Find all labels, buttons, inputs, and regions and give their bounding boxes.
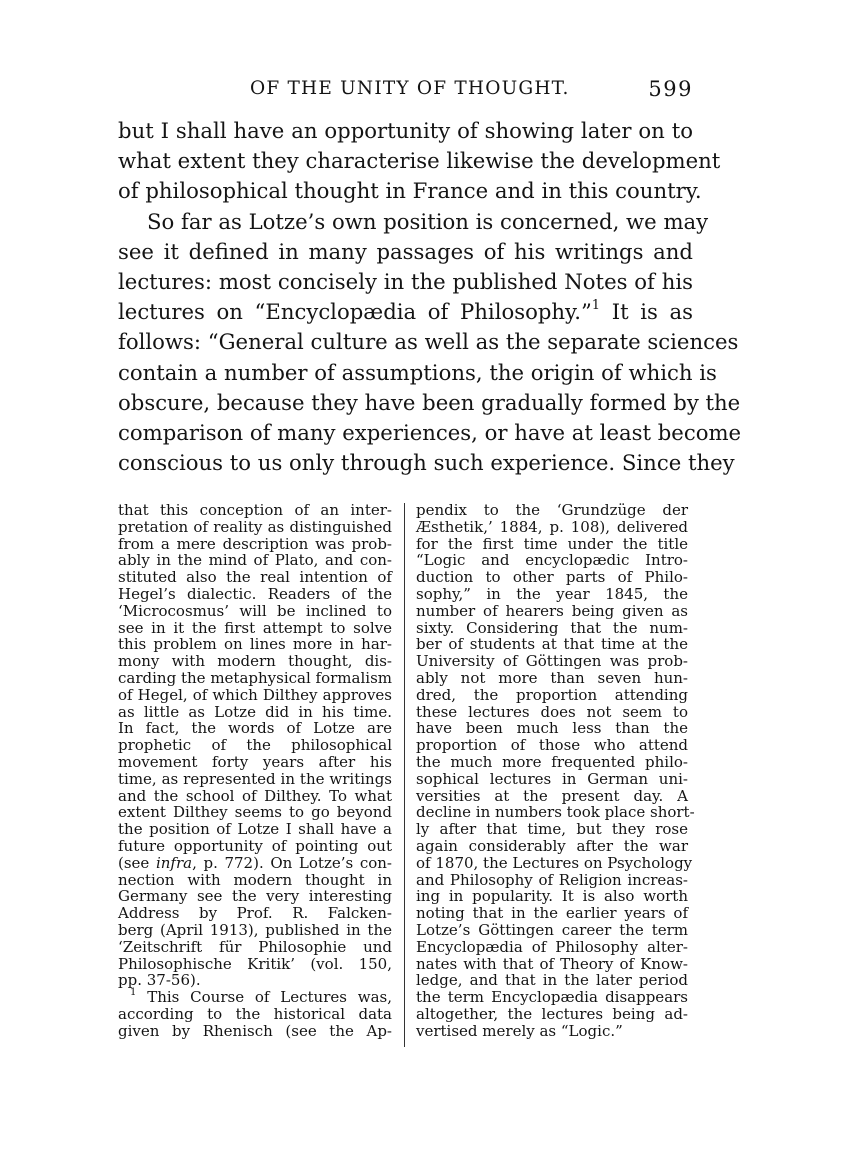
body-line: see it defined in many passages of his writings and [118, 238, 693, 264]
footnote-line: of 1870, the Lectures on Psychology [416, 853, 693, 872]
footnote-line: pp. 37-56). [118, 971, 201, 990]
body-line: obscure, because they have been gradually formed by the [118, 389, 741, 415]
footnote-line: Address by Prof. R. Falcken- [118, 904, 392, 923]
footnote-number: 1 [130, 987, 137, 999]
footnote-line: according to the historical data [118, 1004, 392, 1023]
footnote-line: pretation of reality as distinguished [118, 517, 392, 536]
footnote-line: again considerably after the war [416, 836, 688, 855]
footnote-line: see in it the first attempt to solve [118, 618, 392, 637]
footnote-line: as little as Lotze did in his time. [118, 702, 392, 721]
footnote-line: the much more frequented philo- [416, 752, 688, 771]
footnote-line: future opportunity of pointing out [118, 836, 392, 855]
footnote-line [118, 855, 392, 872]
footnote-line: ably not more than seven hun- [416, 668, 688, 687]
footnote-line: carding the metaphysical formalism [118, 668, 392, 687]
footnote-line: sixty. Considering that the num- [416, 618, 688, 637]
footnote-line: University of Göttingen was prob- [416, 652, 688, 671]
body-line-text: It is as [611, 299, 693, 325]
body-line-text: lectures on “Encyclopædia of Philosophy.” [118, 299, 592, 325]
footnote-line: movement forty years after his [118, 752, 392, 771]
footnote-line: Encyclopædia of Philosophy alter- [416, 937, 688, 956]
body-line: but I shall have an opportunity of showing later on to [118, 118, 693, 143]
footnote-line: from a mere description was prob- [118, 534, 392, 553]
footnote-line: and the school of Dilthey. To what [118, 786, 392, 805]
footnote-line: Hegel’s dialectic. Readers of the [118, 584, 392, 603]
footnote-line: the term Encyclopædia disappears [416, 988, 688, 1007]
footnote-line: Æsthetik,’ 1884, p. 108), delivered [416, 517, 688, 536]
footnote-line: ing in popularity. It is also worth [416, 887, 688, 906]
body-line: follows: “General culture as well as the separate sciences [118, 329, 739, 355]
body-line: conscious to us only through such experience. Since they [118, 450, 735, 476]
footnote-line: time, as represented in the writings [118, 769, 392, 788]
footnote-text: This Course of Lectures was, [147, 988, 392, 1007]
footnote-line: number of hearers being given as [416, 601, 688, 620]
footnote-line: of Hegel, of which Dilthey approves [118, 685, 392, 704]
footnote-line: “Logic and encyclopædic Intro- [416, 551, 688, 570]
body-line: comparison of many experiences, or have at least become [118, 419, 742, 445]
footnote-line: ly after that time, but they rose [416, 820, 688, 839]
body-line: So far as Lotze’s own position is concerned, we may [147, 208, 709, 234]
footnote-line: proportion of those who attend [416, 736, 688, 755]
footnote-line: ber of students at that time at the [416, 635, 688, 654]
footnote-line: sophy,” in the year 1845, the [416, 584, 688, 603]
footnote-reference: 1 [591, 298, 601, 314]
footnote-line: these lectures does not seem to [416, 702, 688, 721]
footnote-line: Germany see the very interesting [118, 887, 392, 906]
footnote-line: have been much less than the [416, 719, 688, 738]
footnote-column-right [416, 501, 695, 1040]
footnote-text: (see [118, 853, 150, 872]
footnote-line: this problem on lines more in har- [118, 635, 392, 654]
footnote-line: ‘Microcosmus’ will be inclined to [118, 601, 392, 620]
footnote-line: vertised merely as “Logic.” [416, 1021, 623, 1040]
footnote-line: pendix to the ‘Grundzüge der [416, 501, 688, 519]
body-line [118, 297, 693, 327]
footnote-line: noting that in the earlier years of [416, 904, 688, 923]
body-line: lectures: most concisely in the published Notes of his [118, 268, 693, 294]
footnote-line: ‘Zeitschrift für Philosophie und [118, 937, 392, 956]
footnote-line: that this conception of an inter- [118, 501, 392, 519]
footnote-column-left [118, 502, 392, 1040]
footnote-line: versities at the present day. A [416, 786, 688, 805]
footnote-line: and Philosophy of Religion increas- [416, 870, 688, 889]
footnote-line [118, 989, 392, 1006]
footnote-line: given by Rhenisch (see the Ap- [118, 1021, 392, 1040]
body-line: of philosophical thought in France and in this country. [118, 178, 702, 204]
running-head [118, 74, 693, 104]
footnote-line: stituted also the real intention of [118, 568, 392, 587]
footnote-line: mony with modern thought, dis- [118, 652, 392, 671]
footnote-line: ledge, and that in the later period [416, 971, 688, 990]
footnote-line: for the first time under the title [416, 534, 688, 553]
page-number: 599 [648, 77, 693, 101]
footnote-line: duction to other parts of Philo- [416, 568, 688, 587]
footnote-line: In fact, the words of Lotze are [118, 719, 392, 738]
running-title: OF THE UNITY OF THOUGHT. [250, 78, 570, 99]
footnote-line: dred, the proportion attending [416, 685, 688, 704]
footnote-line: decline in numbers took place short- [416, 803, 695, 822]
footnote-line: sophical lectures in German uni- [416, 769, 688, 788]
italic-term: infra [155, 853, 193, 872]
footnote-line: ably in the mind of Plato, and con- [118, 551, 392, 570]
footnote-line: the position of Lotze I shall have a [118, 820, 392, 839]
main-text [118, 116, 742, 478]
footnote-line: extent Dilthey seems to go beyond [118, 803, 392, 822]
footnote-line: nection with modern thought in [118, 870, 392, 889]
footnote-text: , p. 772). On Lotze’s con- [192, 853, 392, 872]
footnote-line: altogether, the lectures being ad- [416, 1004, 688, 1023]
footnote-line: Lotze’s Göttingen career the term [416, 920, 688, 939]
footnote-line: Philosophische Kritik’ (vol. 150, [118, 954, 392, 973]
column-divider [404, 503, 405, 1047]
body-line: contain a number of assumptions, the origin of which is [118, 359, 717, 385]
footnote-line: prophetic of the philosophical [118, 736, 392, 755]
footnote-line: berg (April 1913), published in the [118, 920, 392, 939]
body-line: what extent they characterise likewise the development [118, 148, 721, 174]
footnote-line: nates with that of Theory of Know- [416, 954, 688, 973]
